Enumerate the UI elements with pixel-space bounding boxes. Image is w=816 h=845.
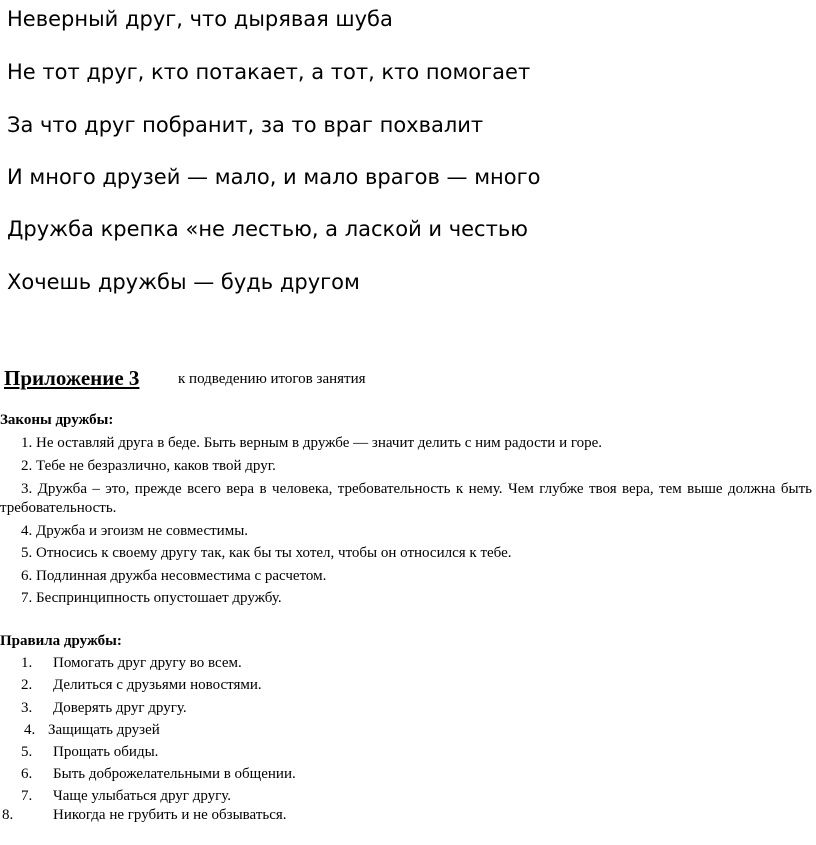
law-item-3: 3. Дружба – это, прежде всего вера в человека, требовательность к нему. Чем глубже твоя вера, тем выше должна быть требовательность. <box>0 481 812 516</box>
rule-text-2: Делиться с друзьями новостями. <box>53 677 262 693</box>
rule-text-1: Помогать друг другу во всем. <box>53 655 242 671</box>
appendix-note: к подведению итогов занятия <box>178 371 366 387</box>
rule-num-6: 6. <box>21 766 33 782</box>
proverb-5: Дружба крепка «не лестью, а лаской и честью <box>7 217 528 241</box>
rule-num-4: 4. <box>24 722 36 738</box>
rule-num-5: 5. <box>21 744 33 760</box>
proverb-6: Хочешь дружбы — будь другом <box>7 270 360 294</box>
rule-text-3: Доверять друг другу. <box>53 700 187 716</box>
rule-text-7: Чаще улыбаться друг другу. <box>53 788 232 804</box>
rule-text-8: Никогда не грубить и не обзываться. <box>53 807 287 823</box>
rule-text-6: Быть доброжелательными в общении. <box>53 766 296 782</box>
proverb-4: И много друзей — мало, и мало врагов — много <box>7 165 541 189</box>
law-item-7: 7. Беспринципность опустошает дружбу. <box>21 590 282 606</box>
law-item-6: 6. Подлинная дружба несовместима с расчетом. <box>21 568 327 584</box>
law-item-1: 1. Не оставляй друга в беде. Быть верным в дружбе — значит делить с ним радости и горе. <box>21 435 603 451</box>
rule-text-5: Прощать обиды. <box>53 744 159 760</box>
rule-num-1: 1. <box>21 655 33 671</box>
rule-text-4: Защищать друзей <box>48 722 160 738</box>
proverb-3: За что друг побранит, за то враг похвалит <box>7 113 484 137</box>
appendix-title: Приложение 3 <box>4 366 140 390</box>
laws-title: Законы дружбы: <box>0 412 114 428</box>
rules-title: Правила дружбы: <box>0 633 122 649</box>
proverb-1: Неверный друг, что дырявая шуба <box>7 7 393 31</box>
law-item-2: 2. Тебе не безразлично, каков твой друг. <box>21 458 276 474</box>
rule-num-2: 2. <box>21 677 33 693</box>
law-item-5: 5. Относись к своему другу так, как бы ты хотел, чтобы он относился к тебе. <box>21 545 512 561</box>
proverb-2: Не тот друг, кто потакает, а тот, кто помогает <box>7 60 531 84</box>
rule-num-8: 8. <box>2 807 14 823</box>
law-item-4: 4. Дружба и эгоизм не совместимы. <box>21 523 249 539</box>
rule-num-3: 3. <box>21 700 33 716</box>
rule-num-7: 7. <box>21 788 33 804</box>
